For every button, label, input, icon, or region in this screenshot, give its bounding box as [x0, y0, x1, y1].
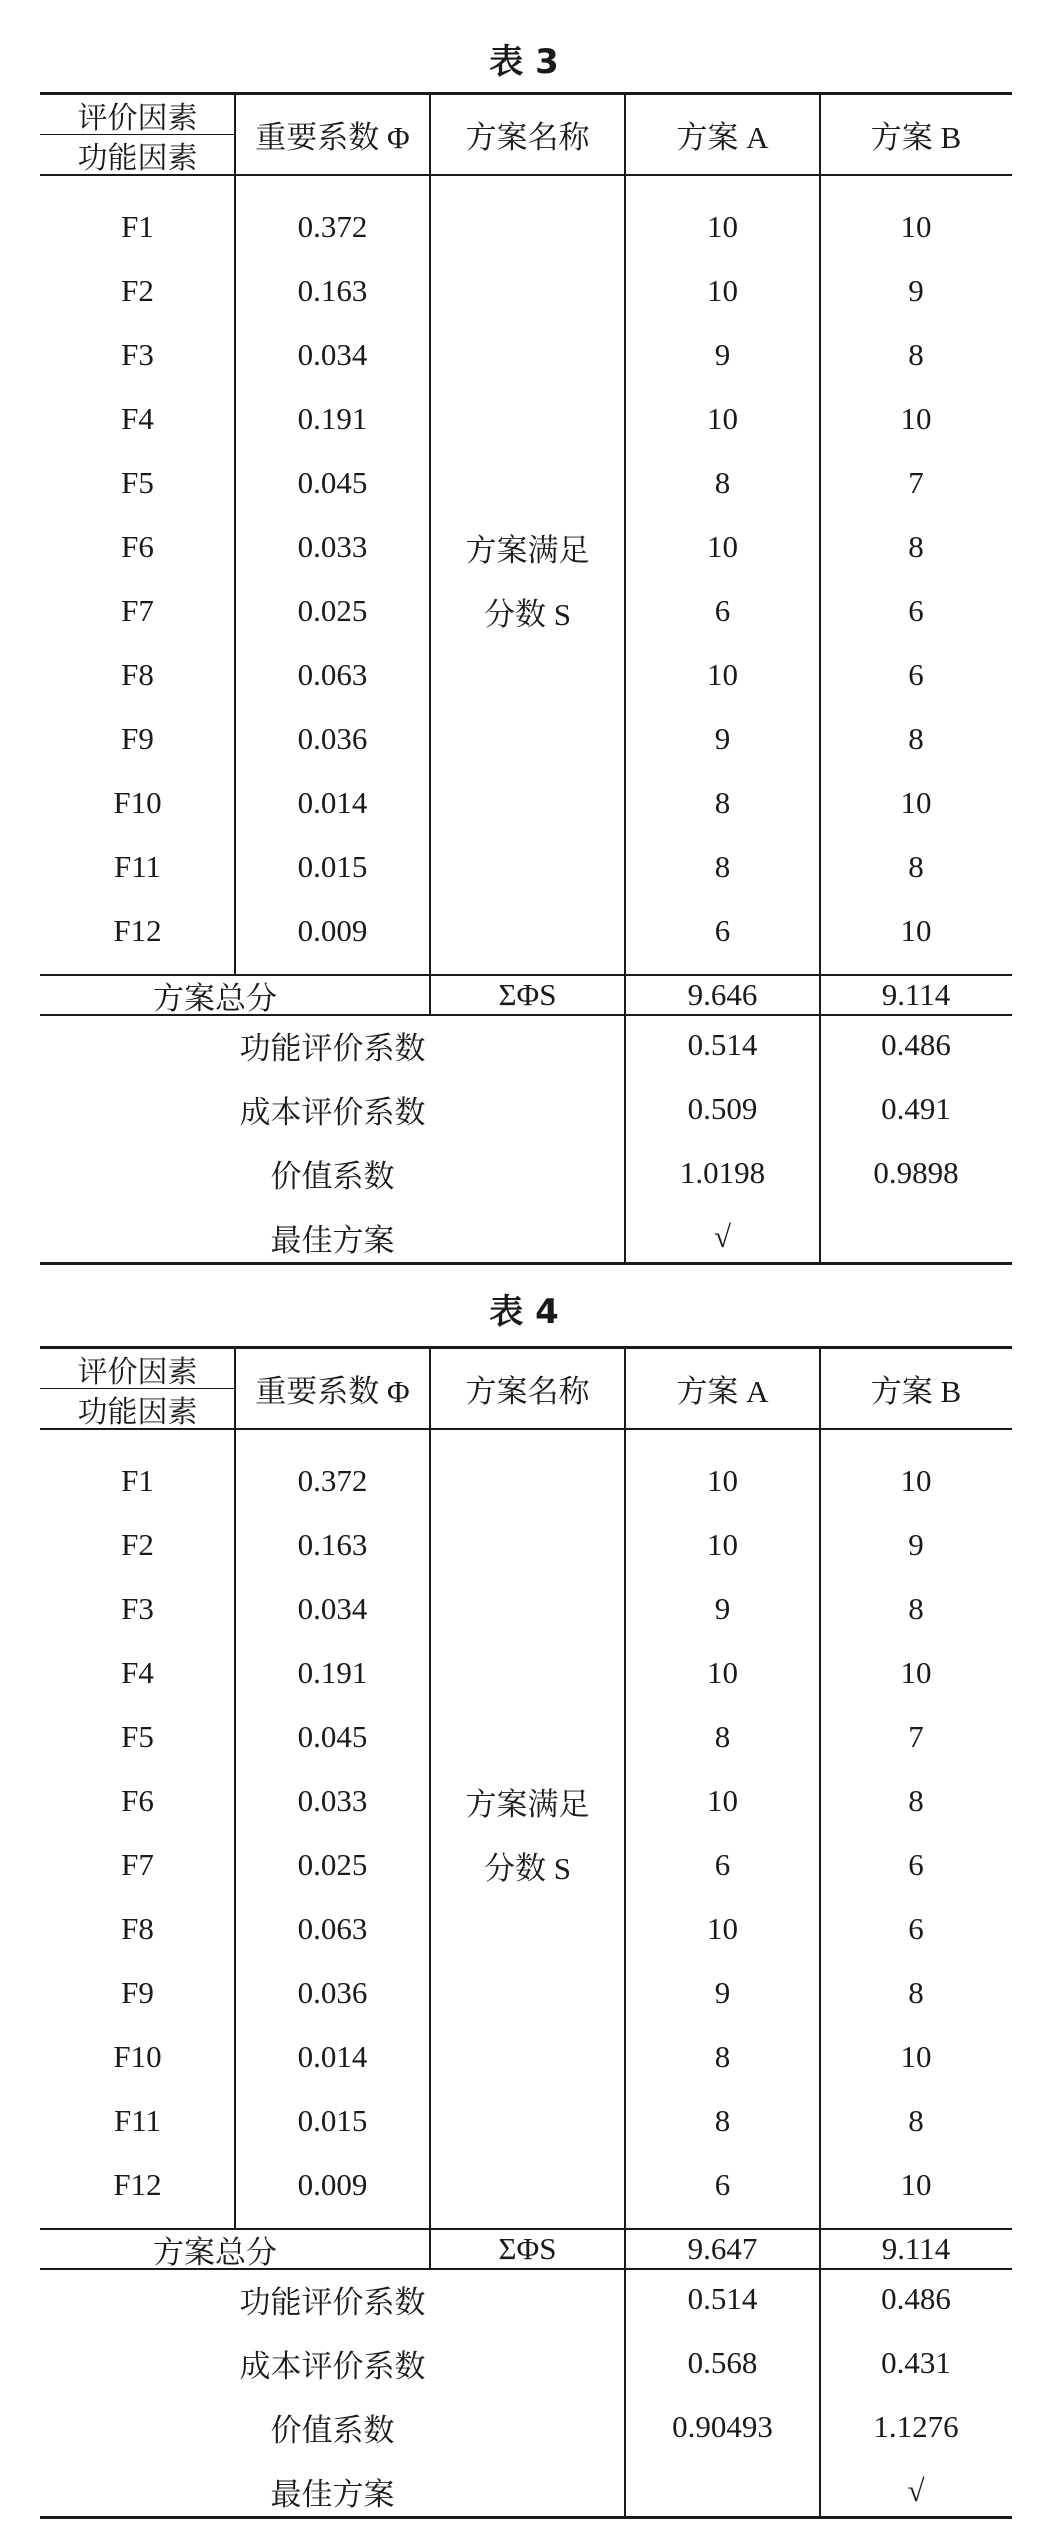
plan-b-score-cell: 7 [908, 465, 924, 500]
plan-b-score-cell: 10 [900, 401, 932, 436]
summary-label: 价值系数 [270, 2412, 395, 2448]
weight-cell: 0.034 [297, 1591, 368, 1626]
plan-b-score-cell: 8 [908, 1591, 924, 1626]
function-factor-cell: F6 [121, 529, 154, 564]
plan-a-score-cell: 8 [714, 849, 731, 884]
plan-a-score-cell: 10 [707, 273, 738, 308]
function-factor-cell: F4 [121, 401, 154, 436]
plan-a-score-cell: 10 [707, 1655, 738, 1690]
summary-plan-a: 0.509 [687, 1091, 758, 1126]
summary-label: 价值系数 [270, 1158, 395, 1194]
plan-b-score-cell: 8 [908, 1783, 924, 1818]
summary-plan-b: 0.9898 [873, 1155, 959, 1190]
weight-cell: 0.036 [297, 721, 368, 756]
header-evaluation-factor: 评价因素 [77, 1355, 198, 1389]
total-plan-a: 9.646 [687, 977, 758, 1012]
summary-label: 成本评价系数 [239, 2348, 426, 2384]
summary-plan-a: 0.90493 [672, 2409, 773, 2444]
summary-plan-a: 0.514 [687, 1027, 758, 1062]
function-factor-cell: F10 [113, 2039, 162, 2074]
value-analysis-table [40, 1347, 1012, 2517]
plan-b-score-cell: 10 [900, 1463, 932, 1498]
plan-b-score-cell: 10 [900, 2167, 932, 2202]
merged-label-line1: 方案满足 [465, 1786, 590, 1822]
function-factor-cell: F6 [121, 1783, 154, 1818]
summary-plan-a: √ [713, 1219, 731, 1254]
plan-a-score-cell: 8 [714, 465, 731, 500]
merged-label-line1: 方案满足 [465, 532, 590, 568]
plan-a-score-cell: 6 [714, 913, 731, 948]
plan-a-score-cell: 8 [714, 785, 731, 820]
function-factor-cell: F1 [121, 1463, 154, 1498]
weight-cell: 0.045 [297, 1719, 368, 1754]
plan-b-score-cell: 8 [908, 1975, 924, 2010]
plan-a-score-cell: 8 [714, 1719, 731, 1754]
weight-cell: 0.025 [297, 593, 368, 628]
summary-plan-a: 1.0198 [679, 1155, 766, 1190]
plan-a-score-cell: 10 [707, 209, 738, 244]
function-factor-cell: F8 [121, 1911, 154, 1946]
weight-cell: 0.372 [297, 1463, 368, 1498]
weight-cell: 0.009 [297, 2167, 368, 2202]
summary-label: 功能评价系数 [239, 2284, 426, 2320]
summary-label: 最佳方案 [270, 2476, 395, 2512]
header-plan-b: 方案 B [870, 1373, 962, 1409]
plan-b-score-cell: 8 [908, 721, 924, 756]
plan-b-score-cell: 6 [908, 657, 924, 692]
function-factor-cell: F7 [121, 1847, 154, 1882]
merged-label-line2: 分数 S [484, 1850, 571, 1886]
summary-plan-b: 0.491 [881, 1091, 951, 1126]
function-factor-cell: F8 [121, 657, 154, 692]
function-factor-cell: F2 [121, 1527, 154, 1562]
header-plan-b: 方案 B [870, 119, 962, 155]
weight-cell: 0.191 [297, 401, 368, 436]
summary-plan-a: 0.568 [687, 2345, 758, 2380]
summary-plan-a [625, 2461, 820, 2521]
summary-label: 最佳方案 [270, 1222, 395, 1258]
plan-a-score-cell: 10 [707, 1527, 738, 1562]
plan-b-score-cell: 10 [900, 785, 932, 820]
header-evaluation-factor: 评价因素 [77, 101, 198, 135]
function-factor-cell: F2 [121, 273, 154, 308]
total-plan-b: 9.114 [881, 2231, 951, 2266]
plan-b-score-cell: 6 [908, 1911, 924, 1946]
function-factor-cell: F12 [113, 913, 162, 948]
function-factor-cell: F12 [113, 2167, 162, 2202]
plan-b-score-cell: 10 [900, 913, 932, 948]
value-analysis-table [40, 93, 1012, 1263]
weight-cell: 0.045 [297, 465, 368, 500]
plan-b-score-cell: 8 [908, 2103, 924, 2138]
header-weight: 重要系数 Φ [255, 119, 410, 155]
weight-cell: 0.163 [297, 1527, 368, 1562]
plan-a-score-cell: 9 [714, 1591, 731, 1626]
function-factor-cell: F5 [121, 465, 154, 500]
plan-a-score-cell: 6 [714, 593, 731, 628]
plan-a-score-cell: 10 [707, 1911, 738, 1946]
plan-b-score-cell: 8 [908, 849, 924, 884]
table-caption: 表 4 [489, 1292, 559, 1332]
function-factor-cell: F1 [121, 209, 154, 244]
plan-a-score-cell: 10 [707, 1463, 738, 1498]
function-factor-cell: F11 [113, 2103, 162, 2138]
plan-a-score-cell: 8 [714, 2103, 731, 2138]
weight-cell: 0.014 [297, 2039, 368, 2074]
total-plan-b: 9.114 [881, 977, 951, 1012]
plan-b-score-cell: 10 [900, 2039, 932, 2074]
weight-cell: 0.009 [297, 913, 368, 948]
header-plan-name: 方案名称 [465, 119, 590, 155]
plan-a-score-cell: 10 [707, 1783, 738, 1818]
weight-cell: 0.014 [297, 785, 368, 820]
summary-plan-b: √ [907, 2473, 925, 2508]
plan-a-score-cell: 10 [707, 657, 738, 692]
header-function-factor: 功能因素 [77, 141, 198, 175]
header-plan-name: 方案名称 [465, 1373, 590, 1409]
function-factor-cell: F4 [121, 1655, 154, 1690]
total-plan-a: 9.647 [687, 2231, 758, 2266]
table-caption: 表 3 [489, 42, 559, 82]
function-factor-cell: F11 [113, 849, 162, 884]
weight-cell: 0.063 [297, 657, 368, 692]
plan-b-score-cell: 10 [900, 209, 932, 244]
summary-plan-b: 0.486 [881, 1027, 951, 1062]
plan-b-score-cell: 8 [908, 529, 924, 564]
plan-a-score-cell: 9 [714, 721, 731, 756]
total-formula: ΣΦS [498, 977, 557, 1012]
merged-label-line2: 分数 S [484, 596, 571, 632]
plan-a-score-cell: 6 [714, 1847, 731, 1882]
header-weight: 重要系数 Φ [255, 1373, 410, 1409]
plan-a-score-cell: 10 [707, 401, 738, 436]
summary-plan-a: 0.514 [687, 2281, 758, 2316]
plan-b-score-cell: 9 [908, 1527, 924, 1562]
weight-cell: 0.063 [297, 1911, 368, 1946]
function-factor-cell: F3 [121, 1591, 154, 1626]
summary-plan-b: 0.431 [881, 2345, 951, 2380]
weight-cell: 0.015 [297, 849, 368, 884]
header-plan-a: 方案 A [676, 1373, 769, 1409]
weight-cell: 0.015 [297, 2103, 368, 2138]
summary-plan-b [820, 1207, 1012, 1267]
weight-cell: 0.372 [297, 209, 368, 244]
function-factor-cell: F5 [121, 1719, 154, 1754]
summary-label: 成本评价系数 [239, 1094, 426, 1130]
plan-b-score-cell: 6 [908, 593, 924, 628]
function-factor-cell: F10 [113, 785, 162, 820]
function-factor-cell: F9 [121, 721, 154, 756]
weight-cell: 0.033 [297, 529, 368, 564]
plan-b-score-cell: 7 [908, 1719, 924, 1754]
weight-cell: 0.036 [297, 1975, 368, 2010]
plan-b-score-cell: 6 [908, 1847, 924, 1882]
plan-a-score-cell: 8 [714, 2039, 731, 2074]
summary-plan-b: 0.486 [881, 2281, 951, 2316]
plan-a-score-cell: 6 [714, 2167, 731, 2202]
weight-cell: 0.033 [297, 1783, 368, 1818]
plan-b-score-cell: 8 [908, 337, 924, 372]
header-function-factor: 功能因素 [77, 1395, 198, 1429]
plan-b-score-cell: 10 [900, 1655, 932, 1690]
weight-cell: 0.191 [297, 1655, 368, 1690]
plan-a-score-cell: 9 [714, 337, 731, 372]
function-factor-cell: F9 [121, 1975, 154, 2010]
total-label: 方案总分 [153, 2234, 277, 2270]
summary-plan-b: 1.1276 [873, 2409, 959, 2444]
header-plan-a: 方案 A [676, 119, 769, 155]
plan-b-score-cell: 9 [908, 273, 924, 308]
total-label: 方案总分 [153, 980, 277, 1016]
function-factor-cell: F3 [121, 337, 154, 372]
weight-cell: 0.163 [297, 273, 368, 308]
plan-a-score-cell: 9 [714, 1975, 731, 2010]
plan-a-score-cell: 10 [707, 529, 738, 564]
function-factor-cell: F7 [121, 593, 154, 628]
total-formula: ΣΦS [498, 2231, 557, 2266]
weight-cell: 0.034 [297, 337, 368, 372]
summary-label: 功能评价系数 [239, 1030, 426, 1066]
weight-cell: 0.025 [297, 1847, 368, 1882]
